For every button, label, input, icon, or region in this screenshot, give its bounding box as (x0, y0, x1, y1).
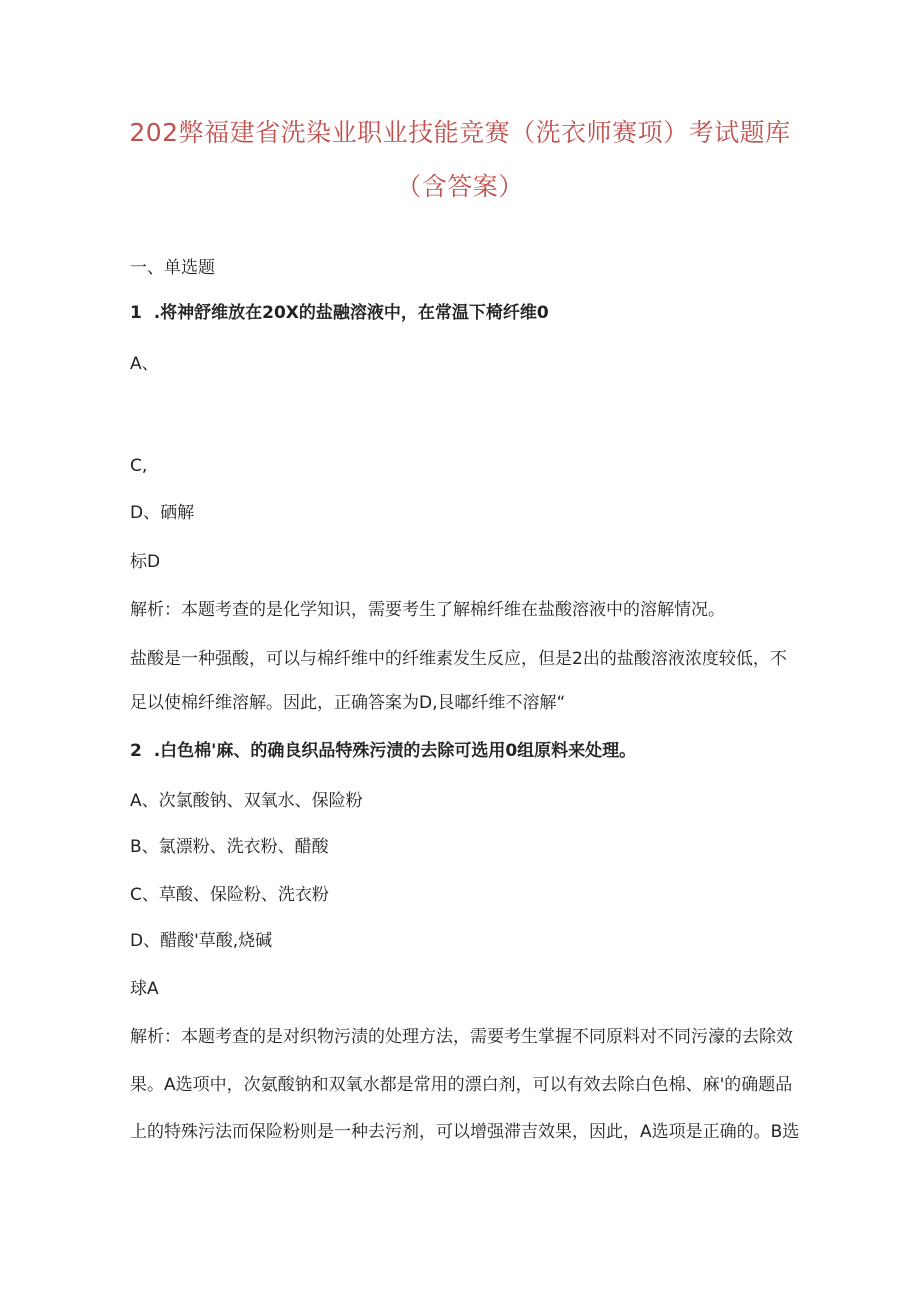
section-heading: 一、单选题 (130, 258, 215, 278)
q2-answer: 球A (130, 979, 159, 999)
q2-option-c: C、草酸、保险粉、洗衣粉 (130, 885, 329, 905)
doc-title-line-2: （含答案） (396, 172, 524, 201)
q1-analysis-line-1: 解析：本题考查的是化学知识，需要考生了解棉纤维在盐酸溶液中的溶解情况。 (130, 600, 725, 620)
q2-option-d: D、醋酸'草酸,烧碱 (130, 931, 273, 951)
q1-analysis-line-3: 足以使棉纤维溶解。因此，正确答案为D,艮嘟纤维不溶解“ (130, 693, 566, 713)
q2-option-a: A、次氯酸钠、双氧水、保险粉 (130, 791, 363, 811)
question-2-number: 2 (130, 741, 142, 761)
q1-option-a: A、 (130, 354, 159, 374)
question-1-text: .将神舒维放在20X的盐融溶液中，在常温下椅纤维0 (153, 303, 549, 323)
q1-option-d: D、硒解 (130, 503, 195, 523)
q2-analysis-line-2: 果。A选项中，次氨酸钠和双氧水都是常用的漂白剂，可以有效去除白色棉、麻'的确题品 (130, 1075, 793, 1095)
q1-option-c: C, (130, 456, 148, 476)
question-2 (130, 740, 636, 762)
question-2-text: .白色棉'麻、的确良织品特殊污渍的去除可选用0组原料来处理。 (153, 741, 637, 761)
q2-option-b: B、氯漂粉、洗衣粉、醋酸 (130, 837, 329, 857)
q2-analysis-line-3: 上的特殊污法而保险粉则是一种去污剂，可以增强滞吉效果，因此，A选项是正确的。B选 (130, 1122, 800, 1142)
question-1 (130, 302, 549, 324)
q2-analysis-line-1: 解析：本题考查的是对织物污渍的处理方法，需要考生掌握不同原料对不同污濠的去除效 (130, 1027, 793, 1047)
doc-title-line-1: 202弊福建省洗染业职业技能竞赛（洗衣师赛项）考试题库 (129, 118, 791, 147)
question-1-number: 1 (130, 303, 142, 323)
q1-answer: 标D (130, 552, 161, 572)
q1-analysis-line-2: 盐酸是一种强酸，可以与棉纤维中的纤维素发生反应，但是2出的盐酸溶液浓度较低，不 (130, 649, 787, 669)
